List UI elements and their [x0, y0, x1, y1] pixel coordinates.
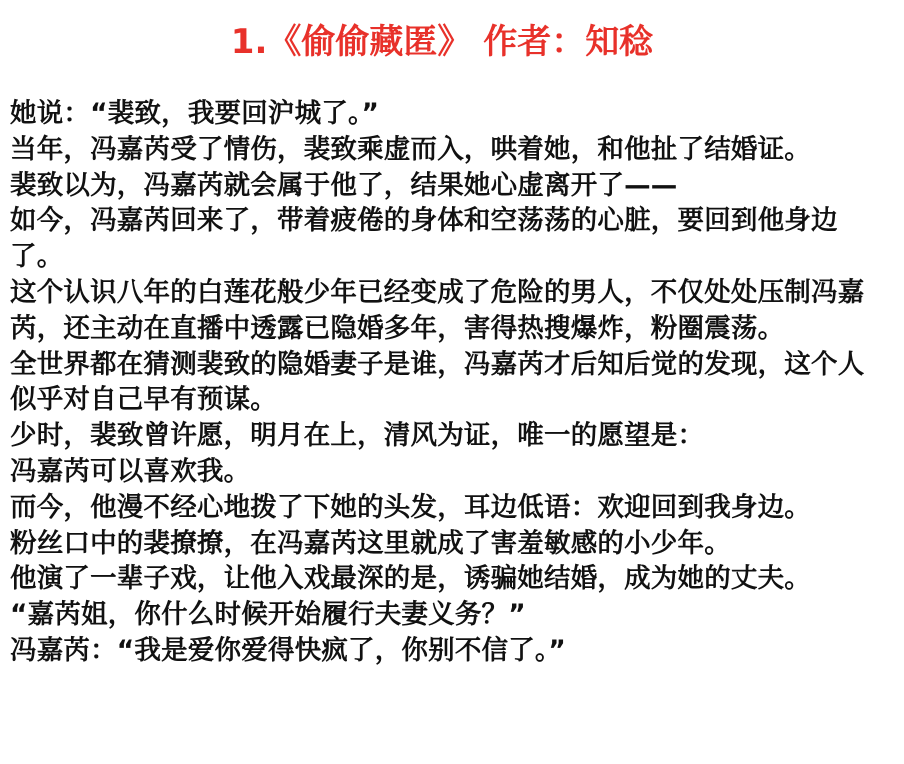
paragraph-line: 这个认识八年的白莲花般少年已经变成了危险的男人，不仅处处压制冯嘉 — [10, 276, 865, 308]
paragraph-line: 芮，还主动在直播中透露已隐婚多年，害得热搜爆炸，粉圈震荡。 — [10, 312, 785, 344]
paragraph-line: 他演了一辈子戏，让他入戏最深的是，诱骗她结婚，成为她的丈夫。 — [10, 563, 811, 595]
paragraph-line: 全世界都在猜测裴致的隐婚妻子是谁，冯嘉芮才后知后觉的发现，这个人 — [10, 348, 865, 380]
paragraph-line: 而今，他漫不经心地拨了下她的头发，耳边低语：欢迎回到我身边。 — [10, 491, 811, 523]
paragraph-line: 如今，冯嘉芮回来了，带着疲倦的身体和空荡荡的心脏，要回到他身边 — [10, 205, 838, 237]
paragraph-line: 少时，裴致曾许愿，明月在上，清风为证，唯一的愿望是： — [10, 420, 705, 452]
paragraph-line: “嘉芮姐，你什么时候开始履行夫妻义务？” — [10, 599, 526, 631]
paragraph-line: 了。 — [10, 241, 64, 273]
paragraph-line: 冯嘉芮：“我是爱你爱得快疯了，你别不信了。” — [10, 634, 566, 666]
paragraph-line: 粉丝口中的裴撩撩，在冯嘉芮这里就成了害羞敏感的小少年。 — [10, 527, 731, 559]
paragraph-line: 冯嘉芮可以喜欢我。 — [10, 455, 251, 487]
paragraph-line: 似乎对自己早有预谋。 — [10, 384, 277, 416]
paragraph-line: 她说：“裴致，我要回沪城了。” — [10, 98, 380, 129]
synopsis-body — [10, 96, 874, 669]
paragraph-line: 裴致以为，冯嘉芮就会属于他了，结果她心虚离开了—— — [10, 169, 678, 201]
article-title: 1.《偷偷藏匿》 作者：知稔 — [230, 22, 654, 62]
paragraph-line: 当年，冯嘉芮受了情伤，裴致乘虚而入，哄着她，和他扯了结婚证。 — [10, 133, 811, 165]
